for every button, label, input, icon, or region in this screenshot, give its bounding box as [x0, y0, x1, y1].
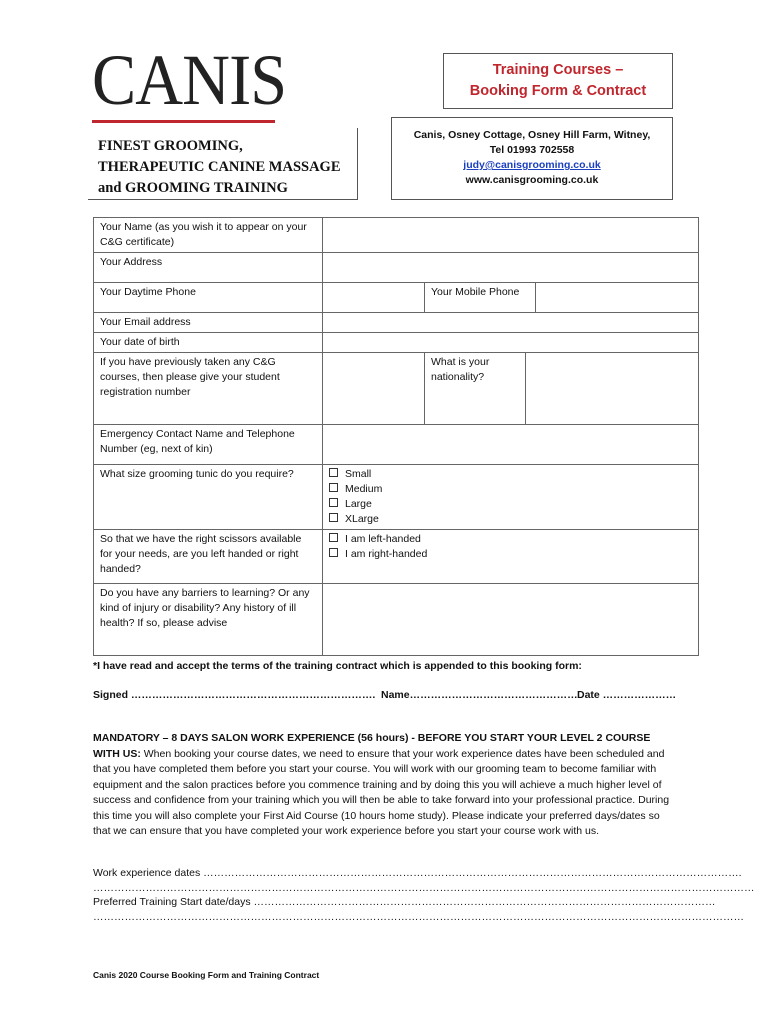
mandatory-heading: MANDATORY – 8 DAYS SALON WORK EXPERIENCE (56 hours) - BEFORE YOU START YOUR LEVEL 2 COURSE WITH US:: [93, 732, 651, 760]
mobile-phone-label: Your Mobile Phone: [425, 283, 536, 313]
name-field[interactable]: [323, 218, 699, 253]
student-reg-label: If you have previously taken any C&G courses, then please give your student registration number: [94, 353, 323, 425]
tagline-box: [88, 128, 358, 200]
dob-label: Your date of birth: [94, 333, 323, 353]
handedness-options: [323, 530, 699, 584]
address-box: [391, 117, 673, 200]
checkbox-icon[interactable]: [329, 483, 338, 492]
form-title-line2: Booking Form & Contract: [469, 83, 647, 99]
tunic-size-label: What size grooming tunic do you require?: [94, 465, 323, 530]
mobile-phone-field[interactable]: [536, 283, 699, 313]
mandatory-body: When booking your course dates, we need to ensure that your work experience dates have been scheduled and that you have completed them before you start your course. You will work with our grooming team to become familiar with equipment and the salon practices before you commence training and by doing this you will achieve a much higher level of success and confidence from your training which you will then be able to take forward into your professional practice. During this time you will also complete your First Aid Course (10 hours home study). Please indicate your preferred days/dates so that we can ensure that you have completed your work experience before you start your course work with us.: [93, 747, 670, 837]
work-experience-dates-line[interactable]: Work experience dates ……………………………………………………………………………………………………………………………………….: [93, 867, 742, 879]
email-field[interactable]: [323, 313, 699, 333]
form-title-line1: Training Courses –: [492, 62, 624, 78]
barriers-label: Do you have any barriers to learning? Or any kind of injury or disability? Any history of ill health? If so, please advise: [94, 584, 323, 656]
page-footer: Canis 2020 Course Booking Form and Training Contract: [93, 970, 320, 980]
name-label: Your Name (as you wish it to appear on your C&G certificate): [94, 218, 323, 253]
address-label: Your Address: [94, 253, 323, 283]
tagline-line3: and GROOMING TRAINING: [98, 180, 288, 196]
emergency-contact-field[interactable]: [323, 425, 699, 465]
work-experience-dates-continuation[interactable]: ………………………………………………………………………………………………………………………………………………………………………: [93, 882, 755, 894]
training-start-line[interactable]: Preferred Training Start date/days ……………………………………………………………………………………………………………………: [93, 896, 716, 908]
handedness-label: So that we have the right scissors available for your needs, are you left handed or right handed?: [94, 530, 323, 584]
checkbox-icon[interactable]: [329, 498, 338, 507]
logo-underline: [92, 120, 275, 123]
nationality-label: What is your nationality?: [425, 353, 526, 425]
tunic-option-large[interactable]: Large: [329, 497, 692, 512]
training-start-continuation[interactable]: ……………………………………………………………………………………………………………………………………………………………………: [93, 911, 744, 923]
tunic-option-small[interactable]: Small: [329, 467, 692, 482]
mandatory-section: [93, 731, 679, 840]
checkbox-icon[interactable]: [329, 468, 338, 477]
daytime-phone-field[interactable]: [323, 283, 425, 313]
address-line: Canis, Osney Cottage, Osney Hill Farm, Witney,: [413, 129, 651, 141]
right-handed-option[interactable]: I am right-handed: [329, 547, 692, 562]
daytime-phone-label: Your Daytime Phone: [94, 283, 323, 313]
date-line[interactable]: Date …………………: [577, 689, 677, 701]
dob-field[interactable]: [323, 333, 699, 353]
signed-line[interactable]: Signed …………………………………………………………….: [93, 689, 376, 701]
booking-form-table: [93, 217, 699, 656]
telephone: Tel 01993 702558: [489, 144, 575, 156]
accept-terms-text: *I have read and accept the terms of the training contract which is appended to this booking form:: [93, 660, 582, 672]
name-line[interactable]: Name…………………………………………: [381, 689, 578, 701]
barriers-field[interactable]: [323, 584, 699, 656]
canis-logo: CANIS: [92, 40, 287, 120]
form-title-box: [443, 53, 673, 109]
checkbox-icon[interactable]: [329, 548, 338, 557]
checkbox-icon[interactable]: [329, 533, 338, 542]
checkbox-icon[interactable]: [329, 513, 338, 522]
email-label: Your Email address: [94, 313, 323, 333]
tagline-line2: THERAPEUTIC CANINE MASSAGE: [98, 159, 341, 175]
website: www.canisgrooming.co.uk: [465, 174, 599, 186]
emergency-contact-label: Emergency Contact Name and Telephone Number (eg, next of kin): [94, 425, 323, 465]
tunic-option-xlarge[interactable]: XLarge: [329, 512, 692, 527]
address-field[interactable]: [323, 253, 699, 283]
tagline-line1: FINEST GROOMING,: [98, 138, 243, 154]
nationality-field[interactable]: [526, 353, 699, 425]
left-handed-option[interactable]: I am left-handed: [329, 532, 692, 547]
tunic-option-medium[interactable]: Medium: [329, 482, 692, 497]
email-link[interactable]: judy@canisgrooming.co.uk: [463, 159, 601, 171]
student-reg-field[interactable]: [323, 353, 425, 425]
tunic-size-options: [323, 465, 699, 530]
